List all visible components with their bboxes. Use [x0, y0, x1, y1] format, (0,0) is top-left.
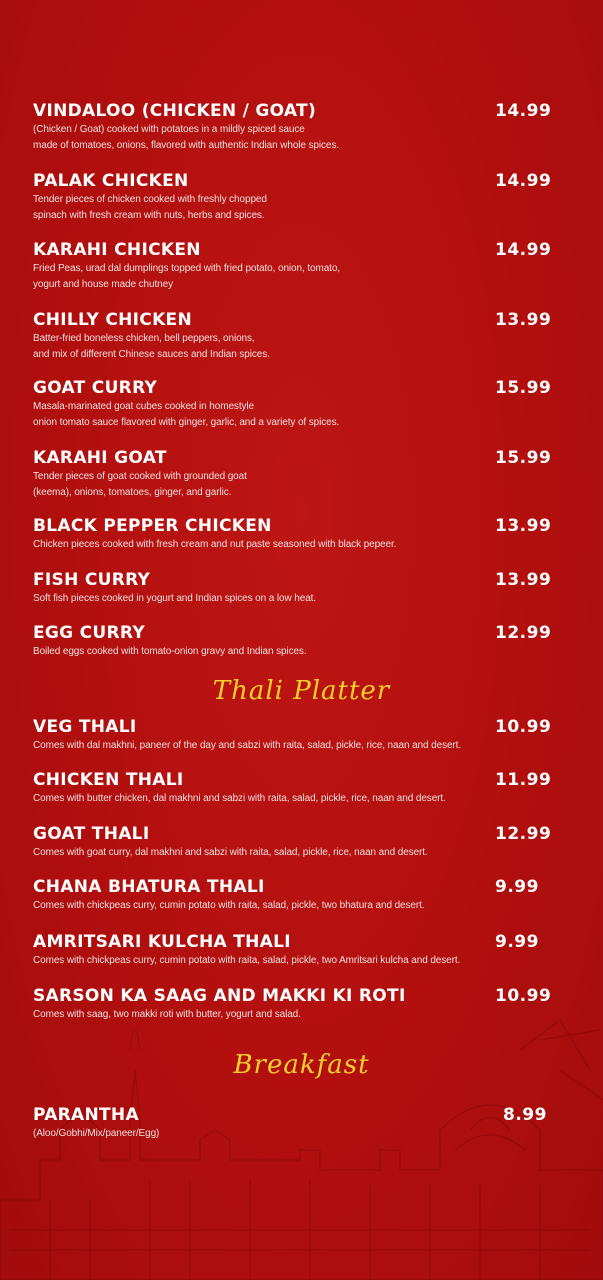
item-price: 9.99 [495, 877, 539, 897]
item-name: CHANA BHATURA THALI [33, 877, 265, 897]
menu-item-vindaloo-chicken-goat [33, 101, 573, 154]
menu-item-egg-curry [33, 623, 573, 660]
menu-item-chicken-thali [33, 770, 573, 807]
item-price: 14.99 [495, 101, 552, 121]
item-name: KARAHI GOAT [33, 448, 167, 468]
item-price: 9.99 [495, 932, 539, 952]
item-name: PALAK CHICKEN [33, 171, 189, 191]
item-name: AMRITSARI KULCHA THALI [33, 932, 291, 952]
menu-item-parantha [33, 1105, 573, 1142]
item-name: VINDALOO (CHICKEN / GOAT) [33, 101, 317, 121]
menu-item-goat-thali [33, 824, 573, 861]
item-price: 12.99 [495, 824, 552, 844]
item-description: Comes with chickpeas curry, cumin potato with raita, salad, pickle, two Amritsari kulcha and desert. [33, 955, 461, 966]
menu-item-black-pepper-chicken [33, 516, 573, 553]
item-description: Comes with goat curry, dal makhni and sabzi with raita, salad, pickle, rice, naan and desert. [33, 847, 428, 858]
item-description: Fried Peas, urad dal dumplings topped with fried potato, onion, tomato, yogurt and house made chutney [33, 263, 340, 290]
menu-item-karahi-chicken [33, 240, 573, 293]
item-price: 13.99 [495, 310, 552, 330]
menu-item-goat-curry [33, 378, 573, 431]
item-price: 12.99 [495, 623, 552, 643]
breakfast-heading: Breakfast [233, 1050, 370, 1080]
item-price: 10.99 [495, 986, 552, 1006]
item-price: 14.99 [495, 240, 552, 260]
item-price: 10.99 [495, 717, 552, 737]
item-name: SARSON KA SAAG AND MAKKI KI ROTI [33, 986, 406, 1006]
item-price: 13.99 [495, 516, 552, 536]
menu-item-palak-chicken [33, 171, 573, 224]
menu-item-fish-curry [33, 570, 573, 607]
item-name: PARANTHA [33, 1105, 139, 1125]
menu-item-veg-thali [33, 717, 573, 754]
item-name: FISH CURRY [33, 570, 151, 590]
menu-item-chana-bhatura-thali [33, 877, 573, 914]
item-description: Comes with butter chicken, dal makhni and sabzi with raita, salad, pickle, rice, naan and desert. [33, 793, 446, 804]
item-name: CHILLY CHICKEN [33, 310, 192, 330]
item-description: (Aloo/Gobhi/Mix/paneer/Egg) [33, 1128, 160, 1139]
item-description: Comes with saag, two makki roti with butter, yogurt and salad. [33, 1009, 301, 1020]
menu-item-sarson-ka-saag-and-makki-ki-roti [33, 986, 573, 1023]
item-description: Comes with chickpeas curry, cumin potato with raita, salad, pickle, two bhatura and desert. [33, 900, 425, 911]
item-description: Chicken pieces cooked with fresh cream and nut paste seasoned with black pepeer. [33, 539, 397, 550]
item-description: Comes with dal makhni, paneer of the day and sabzi with raita, salad, pickle, rice, naan and desert. [33, 740, 462, 751]
item-description: Batter-fried boneless chicken, bell peppers, onions, and mix of different Chinese sauces and Indian spices. [33, 333, 270, 360]
item-name: CHICKEN THALI [33, 770, 184, 790]
item-description: Soft fish pieces cooked in yogurt and Indian spices on a low heat. [33, 593, 317, 604]
item-name: KARAHI CHICKEN [33, 240, 201, 260]
item-price: 15.99 [495, 378, 552, 398]
item-name: GOAT THALI [33, 824, 150, 844]
item-name: GOAT CURRY [33, 378, 158, 398]
item-description: Masala-marinated goat cubes cooked in homestyle onion tomato sauce flavored with ginger, garlic, and a variety of spices. [33, 401, 340, 428]
item-name: EGG CURRY [33, 623, 145, 643]
item-name: BLACK PEPPER CHICKEN [33, 516, 272, 536]
item-price: 15.99 [495, 448, 552, 468]
item-description: (Chicken / Goat) cooked with potatoes in a mildly spiced sauce made of tomatoes, onions, flavored with authentic Indian whole spices. [33, 124, 339, 151]
item-price: 14.99 [495, 171, 552, 191]
menu-item-chilly-chicken [33, 310, 573, 363]
menu-item-amritsari-kulcha-thali [33, 932, 573, 969]
item-price: 11.99 [495, 770, 552, 790]
item-description: Boiled eggs cooked with tomato-onion gravy and Indian spices. [33, 646, 307, 657]
item-price: 13.99 [495, 570, 552, 590]
item-description: Tender pieces of chicken cooked with freshly chopped spinach with fresh cream with nuts, herbs and spices. [33, 194, 267, 221]
item-price: 8.99 [503, 1105, 547, 1125]
item-description: Tender pieces of goat cooked with grounded goat (keema), onions, tomatoes, ginger, and garlic. [33, 471, 247, 498]
item-name: VEG THALI [33, 717, 137, 737]
thali-platter-heading: Thali Platter [212, 676, 391, 706]
menu-item-karahi-goat [33, 448, 573, 501]
